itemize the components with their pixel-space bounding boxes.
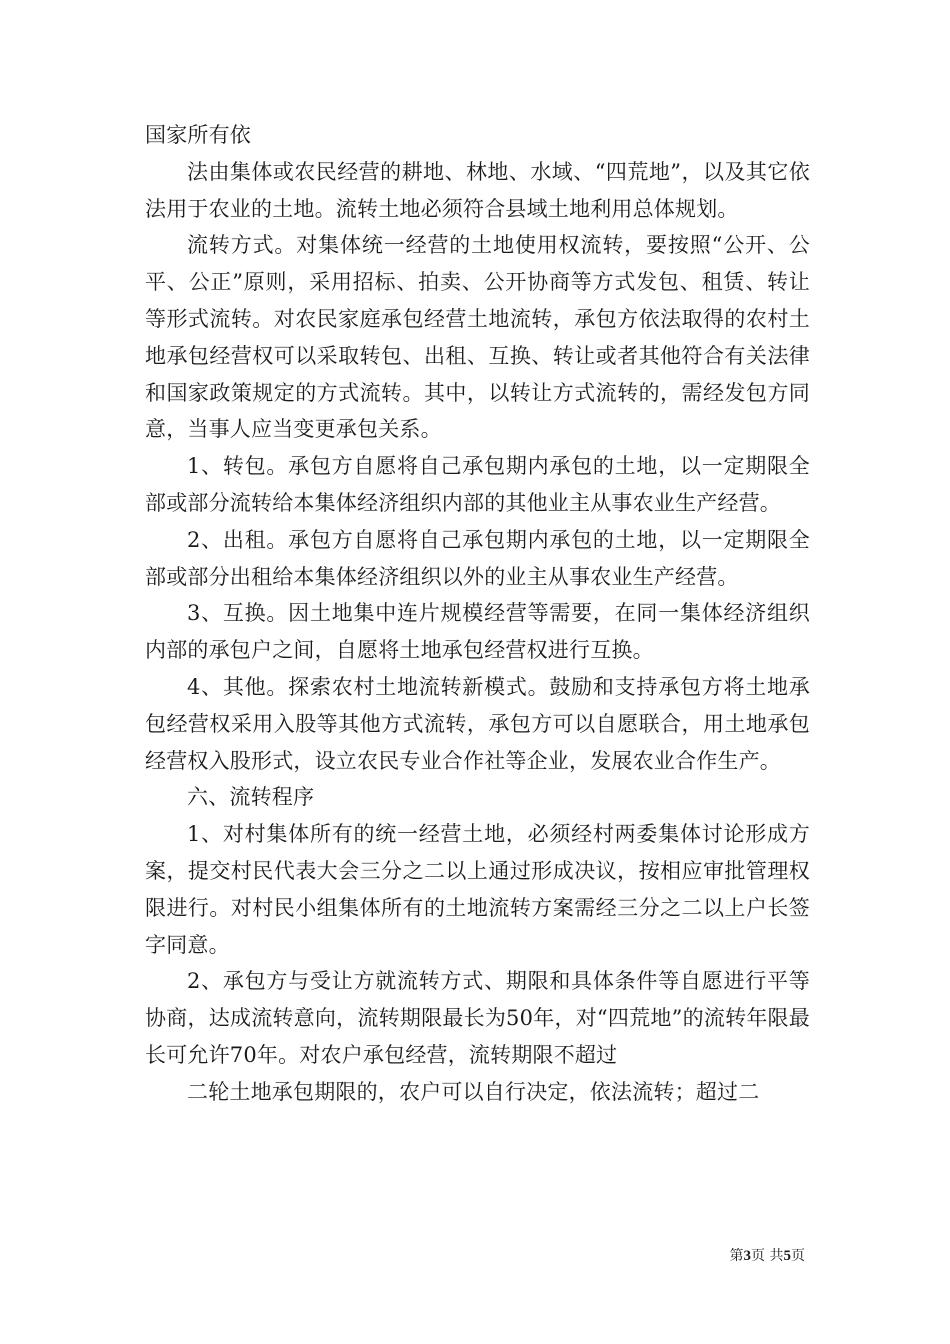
paragraph-9: 1、对村集体所有的统一经营土地，必须经村两委集体讨论形成方案，提交村民代表大会三分之二以上通过形成决议，按相应审批管理权限进行。对村民小组集体所有的土地流转方案需经三分之二以上户长签字同意。 bbox=[145, 822, 810, 957]
paragraph-4: 1、转包。承包方自愿将自己承包期内承包的土地，以一定期限全部或部分流转给本集体经济组织内部的其他业主从事农业生产经营。 bbox=[145, 454, 810, 515]
section-heading: 六、流转程序 bbox=[187, 785, 315, 810]
paragraph-3: 流转方式。对集体统一经营的土地使用权流转，要按照“公开、公平、公正”原则，采用招标、拍卖、公开协商等方式发包、租赁、转让等形式流转。对农民家庭承包经营土地流转，承包方依法取得的农村土地承包经营权可以采取转包、出租、互换、转让或者其他符合有关法律和国家政策规定的方式流转。其中，以转让方式流转的，需经发包方同意，当事人应当变更承包关系。 bbox=[145, 233, 810, 442]
paragraph-6: 3、互换。因土地集中连片规模经营等需要，在同一集体经济组织内部的承包户之间，自愿将土地承包经营权进行互换。 bbox=[145, 601, 810, 663]
paragraph-7: 4、其他。探索农村土地流转新模式。鼓励和支持承包方将土地承包经营权采用入股等其他方式流转，承包方可以自愿联合，用土地承包经营权入股形式，设立农民专业合作社等企业，发展农业合作生产。 bbox=[145, 674, 810, 773]
paragraph-10: 2、承包方与受让方就流转方式、期限和具体条件等自愿进行平等协商，达成流转意向，流转期限最长为50年，对“四荒地”的流转年限最长可允许70年。对农户承包经营，流转期限不超过 bbox=[145, 969, 810, 1067]
paragraph-2: 法由集体或农民经营的耕地、林地、水域、“四荒地”，以及其它依法用于农业的土地。流转土地必须符合县域土地利用总体规划。 bbox=[145, 159, 810, 221]
total-pages-number: 5 bbox=[783, 1248, 791, 1264]
paragraph-11: 二轮土地承包期限的，农户可以自行决定，依法流转；超过二 bbox=[187, 1079, 760, 1104]
footer-prefix: 第 bbox=[729, 1248, 744, 1264]
page-footer bbox=[730, 1245, 805, 1265]
footer-middle: 页 共 bbox=[751, 1248, 784, 1264]
current-page-number: 3 bbox=[743, 1248, 752, 1264]
footer-suffix: 页 bbox=[791, 1248, 805, 1264]
document-body bbox=[145, 117, 810, 1111]
paragraph-1: 国家所有依 bbox=[145, 123, 251, 147]
paragraph-5: 2、出租。承包方自愿将自己承包期内承包的土地，以一定期限全部或部分出租给本集体经济组织以外的业主从事农业生产经营。 bbox=[145, 527, 810, 589]
